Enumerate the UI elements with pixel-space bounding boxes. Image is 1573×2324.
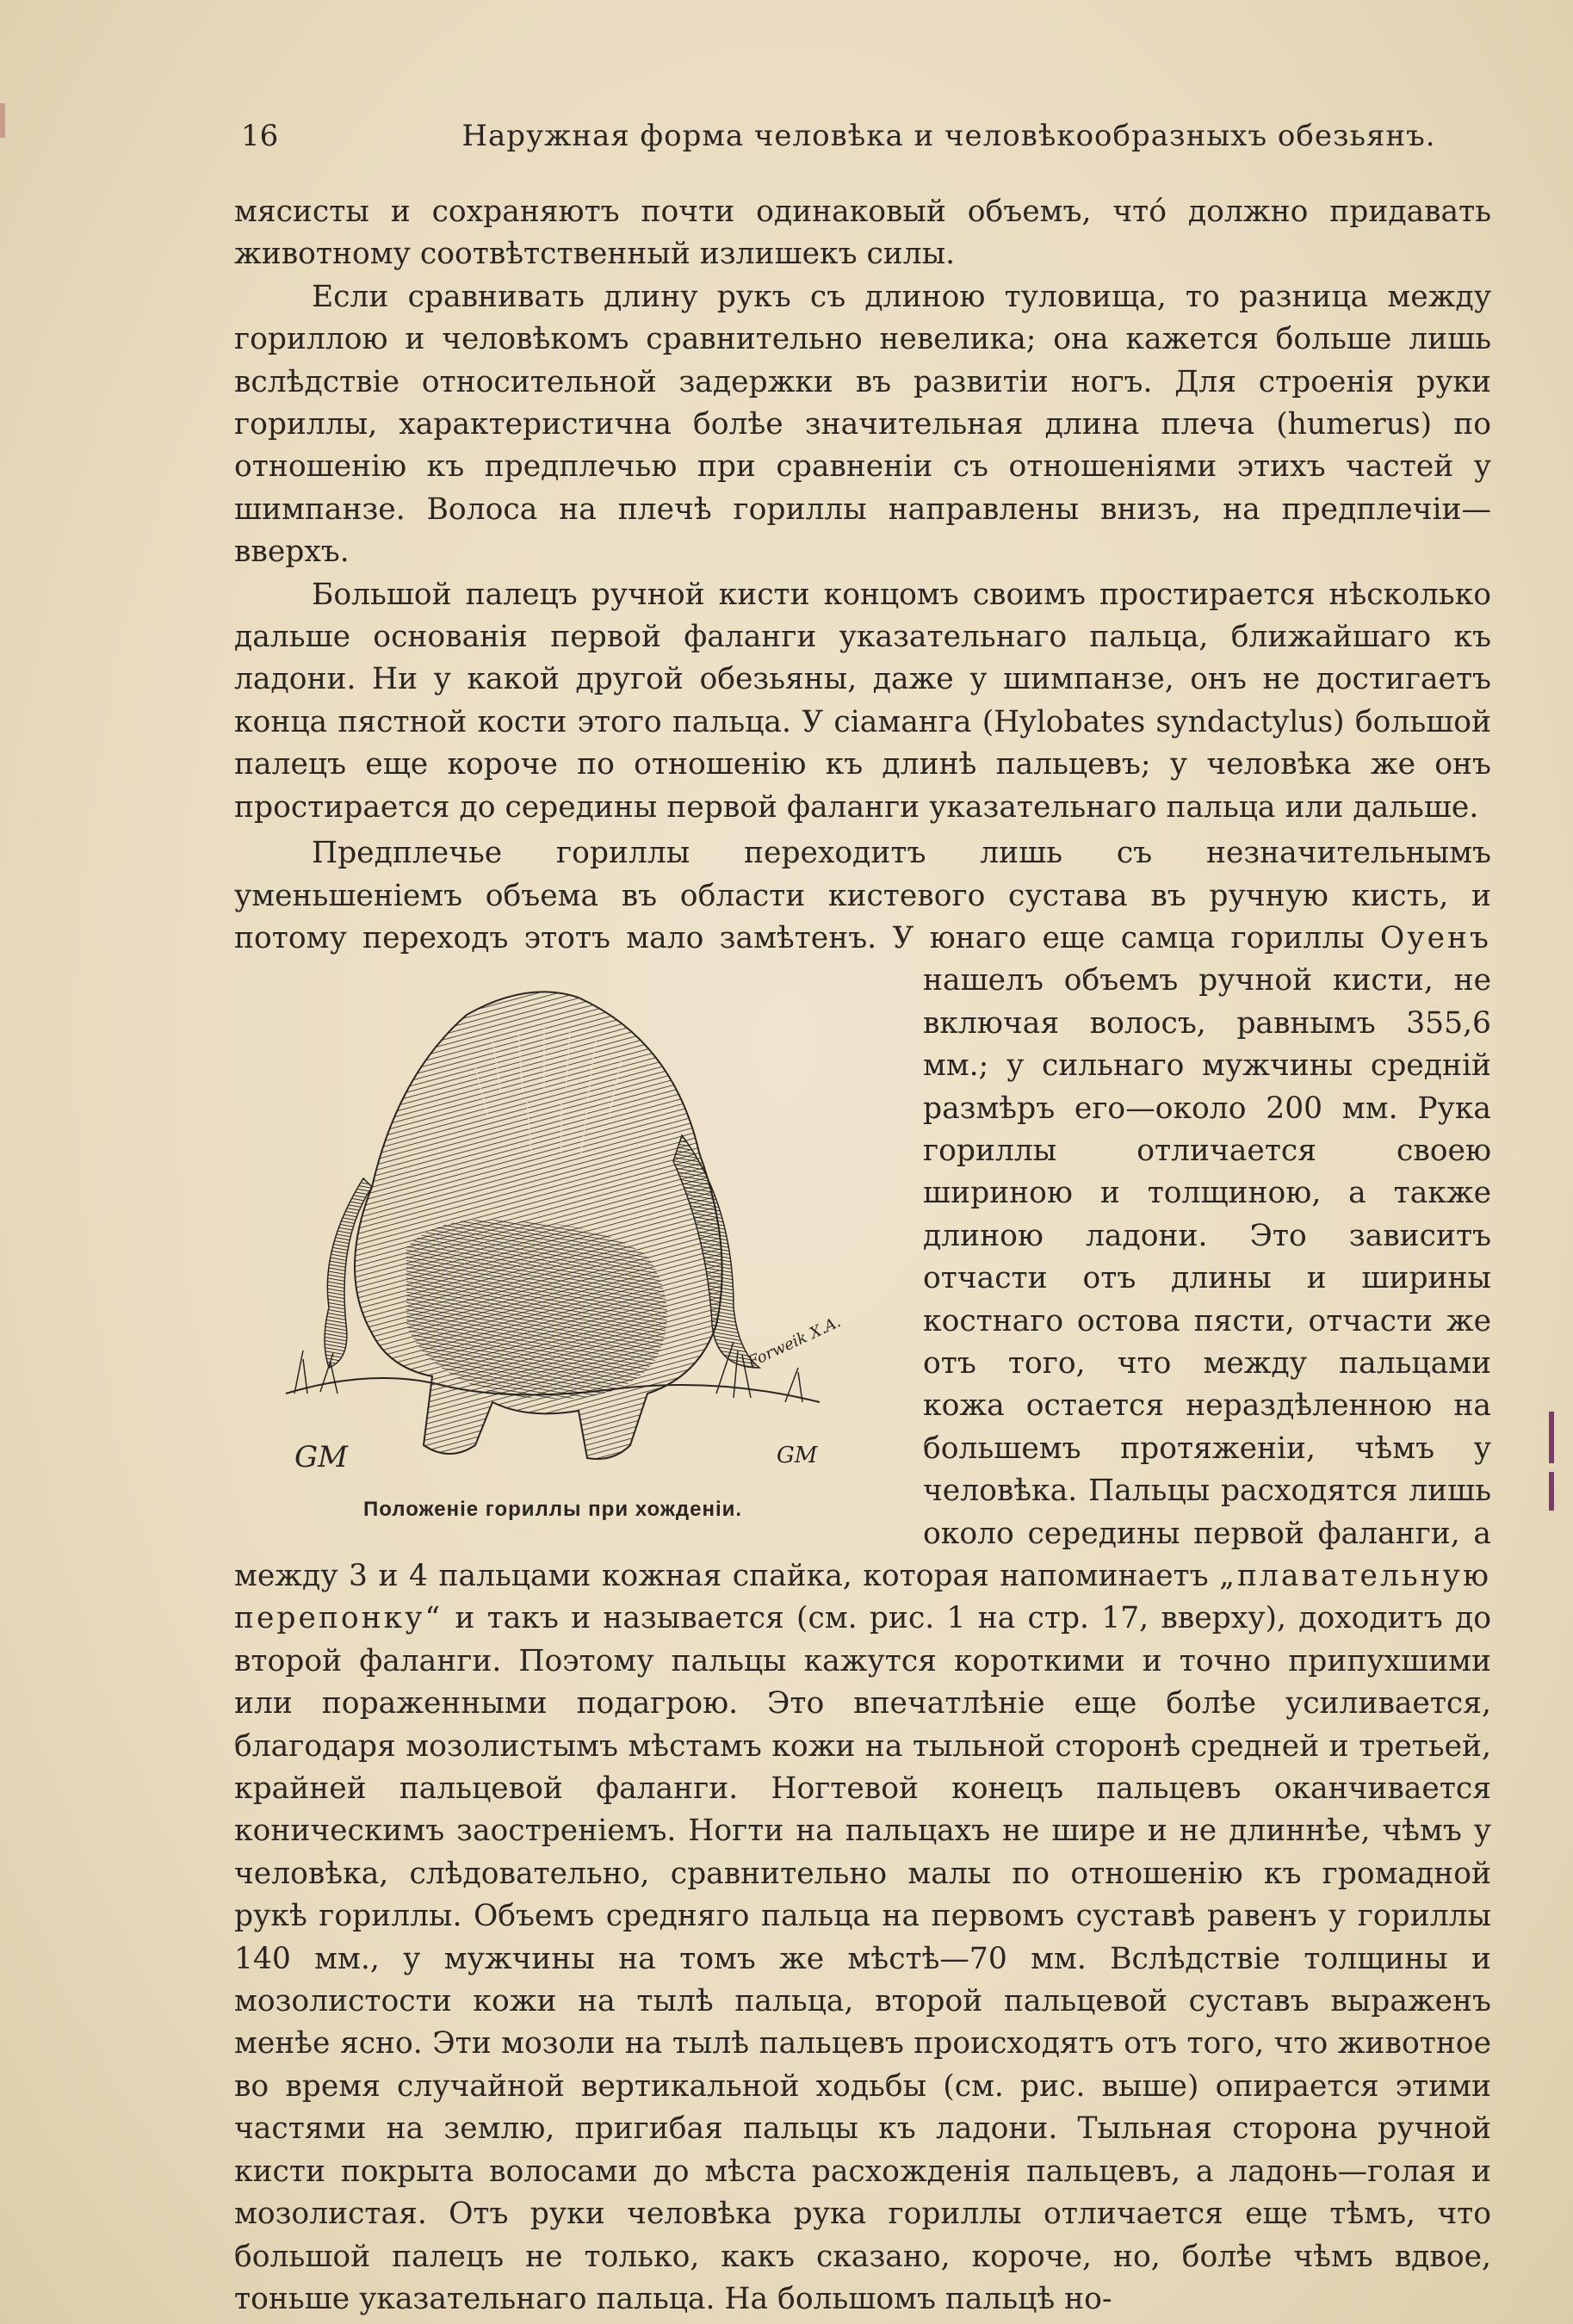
paragraph-3: Большой палецъ ручной кисти концомъ своимъ простирается нѣсколько дальше основанія первой фаланги указательнаго пальца, ближайшаго къ ладони. Ни у какой другой обезьяны, даже у шимпанзе, онъ не достигаетъ конца пястной кости этого пальца. У сіаманга (Hylobates syndactylus) большой палецъ еще короче по отношенію къ длинѣ пальцевъ; у человѣка же онъ простирается до середины первой фаланги указательнаго пальца или дальше.: [234, 577, 1491, 825]
right-edge-mark-2: [1549, 1472, 1554, 1511]
paragraph-4-mid: нашелъ объемъ ручной кисти, не включая волосъ, равнымъ 355,6 мм.; у сильнаго мужчины средній размѣръ его—около 200 мм. Рука гориллы отличается своею шириною и толщиною, а также длиною ладони. Это зависитъ отчасти отъ длины и ширины костнаго остова пясти, отчасти же отъ того, что между пальцами кожа остается нераздѣленною на большемъ протяженіи, чѣмъ у человѣка. Пальцы расходятся лишь около середины первой фаланги, а между 3 и 4 пальцами кожная спайка, которая напоминаетъ: [234, 963, 1491, 1593]
paragraph-4: [234, 832, 1491, 2321]
paragraph-1: мясисты и сохраняютъ почти одинаковый объемъ, что́ должно придавать животному соотвѣтственный излишекъ силы.: [234, 195, 1491, 272]
signature-right: GM: [777, 1443, 818, 1469]
right-edge-mark-1: [1549, 1412, 1554, 1463]
page-header: [234, 119, 1491, 162]
signature-left: GM: [294, 1440, 348, 1475]
swim-membrane-quote: „плавательную перепонку“: [234, 1559, 1491, 1636]
paragraph-4-end: и такъ и называется (см. рис. 1 на стр. 17, вверху), доходитъ до второй фаланги. Поэтому пальцы кажутся короткими и точно припухшими или пораженными подагрою. Это впечатлѣніе еще болѣе усиливается, благодаря мозолистымъ мѣстамъ кожи на тыльной сторонѣ средней и третьей, крайней пальцевой фаланги. Ногтевой конецъ пальцевъ оканчивается коническимъ заостреніемъ. Ногти на пальцахъ не шире и не длиннѣе, чѣмъ у человѣка, слѣдовательно, сравнительно малы по отношенію къ громадной рукѣ гориллы. Объемъ средняго пальца на первомъ суставѣ равенъ у гориллы 140 мм., у мужчины на томъ же мѣстѣ—70 мм. Вслѣдствіе толщины и мозолистости кожи на тылѣ пальца, второй пальцевой суставъ выраженъ менѣе ясно. Эти мозоли на тылѣ пальцевъ происходятъ отъ того, что животное во время случайной вертикальной ходьбы (см. рис. выше) опирается этими частями на землю, пригибая пальцы къ ладони. Тыльная сторона ручной кисти покрыта волосами до мѣста расхожденія пальцевъ, а ладонь—голая и мозолистая. Отъ руки человѣка рука гориллы отличается еще тѣмъ, что большой палецъ не только, какъ сказано, короче, но, болѣе чѣмъ вдвое, тоньше указательнаго пальца. На большомъ пальцѣ но-: [234, 1601, 1491, 2316]
signature-engraver: Forweik X.A.: [745, 1313, 844, 1372]
paragraph-2: Если сравнивать длину рукъ съ длиною туловища, то разница между гориллою и человѣкомъ сравнительно невелика; она кажется больше лишь вслѣдствіе относительной задержки въ развитіи ногъ. Для строенія руки гориллы, характеристична болѣе значительная длина плеча (humerus) по отношенію къ предплечью при сравненіи съ отношеніями этихъ частей у шимпанзе. Волоса на плечѣ гориллы направлены внизъ, на предплечіи—вверхъ.: [234, 279, 1491, 570]
author-name: Оуенъ: [1380, 920, 1491, 955]
left-edge-mark: [0, 103, 5, 138]
paragraph-4-start: Предплечье гориллы переходитъ лишь съ незначительнымъ уменьшеніемъ объема въ области кистевого сустава въ ручную кисть, и потому переходъ этотъ мало замѣтенъ. У юнаго еще самца гориллы: [234, 836, 1491, 955]
figure-caption: Положеніе гориллы при хожденіи.: [362, 1498, 743, 1522]
text-body: [234, 191, 1491, 2321]
gorilla-figure: [234, 963, 889, 1523]
running-title: Наружная форма человѣка и человѣкообразныхъ обезьянъ.: [461, 119, 1436, 153]
page-number: 16: [241, 119, 279, 153]
gorilla-walking-illustration: [269, 963, 871, 1480]
